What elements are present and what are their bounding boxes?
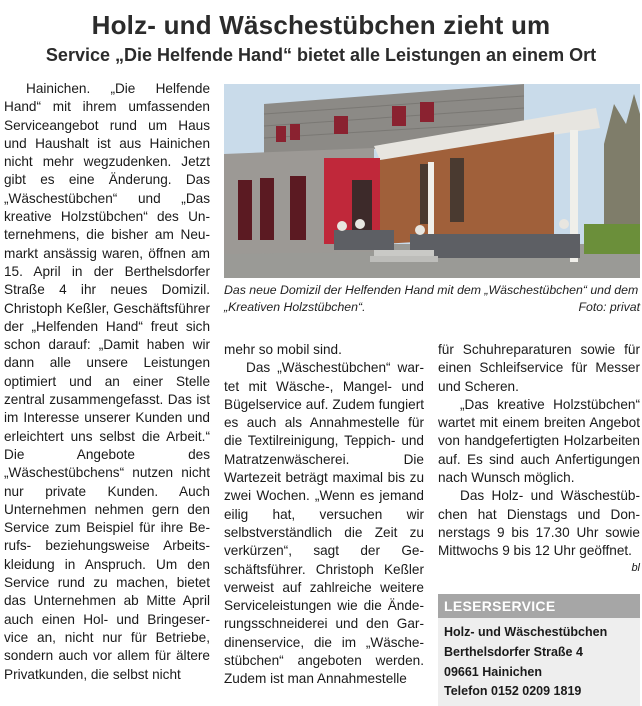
photo-credit: Foto: privat — [578, 300, 640, 314]
building-photo-image — [224, 84, 640, 278]
leserservice-contact — [438, 618, 640, 706]
leserservice-heading: LESERSERVICE — [438, 594, 640, 618]
contact-line: 09661 Hainichen — [444, 664, 542, 679]
photo-caption — [224, 282, 640, 316]
leserservice-box — [438, 594, 640, 706]
author-initials: bl — [631, 561, 640, 574]
contact-phone[interactable]: Telefon 0152 0209 1819 — [444, 684, 582, 699]
contact-line: Berthelsdorfer Straße 4 — [444, 644, 583, 659]
caption-text: Das neue Domizil der Helfenden Hand mit dem „Wäschestübchen“ und dem „Kreativen Holzstübchen“. — [224, 283, 639, 314]
article-column-1 — [4, 80, 210, 684]
article-column-2 — [224, 341, 424, 689]
contact-line: Holz- und Wäschestübchen — [444, 625, 608, 639]
subheadline: Service „Die Helfende Hand“ bietet alle Leistungen an einem Ort — [45, 45, 597, 65]
paragraph: Das „Wäschestübchen“ wartet mit Wäsche-, Mangel- und Bügelservice auf. Zudem fungiert es auch als Annahmestelle für die Textilreinigung, Teppich- und Matratzenwäscherei. Die Wartezeit beträgt maximal bis zu zwei Wochen. „Wenn es jemand eilig hat, versuchen wir selbstverständlich die Zeit zu verkürzen“, sagt der Geschäftsführer. Christoph Keßler verweist auf zahlreiche weitere Serviceleistungen wie die Änderungsschneiderei und den Gardinenservice, die im „Wäschestübchen“ angeboten werden. Zudem ist man Annahmestelle — [224, 360, 424, 687]
paragraph: Hainichen. „Die Helfende Hand“ mit ihrem umfassenden Serviceangebot rund um Haus und Haushalt ist aus Hainichen nicht mehr wegzudenken. Jetzt gibt es eine Änderung. Das „Wäschestübchen“ und „Das kreative Holzstübchen“ des Unternehmens, die bisher am Neumarkt ansässig waren, öffnen am 15. April in der Berthelsdorfer Straße 4 ihr neues Domizil. Christoph Keßler, Geschäftsführer der „Helfenden Hand“ freut sich schon darauf: „Damit haben wir dann alle unsere Leistungen optimiert und an einer Stelle zentral zusammengefasst. Das ist im Interesse unserer Kunden und erleichtert uns selbst die Arbeit.“ Die Angebote des „Wäschestübchens“ nutzen nicht nur private Kunden. Auch Unternehmen nehmen gern den Service zum Beispiel für ihre Berufs- beziehungsweise Arbeitskleidung in Anspruch. Um den Service rund zu machen, bietet das Unternehmen ab Mitte April auch einen Hol- und Bringeservice an, nicht nur für Betriebe, sondern auch vor allem für ältere Privatkunden, die selbst nicht — [4, 81, 210, 682]
building-photo — [224, 84, 640, 278]
paragraph: Das Holz- und Wäschestübchen hat Dienstags und Donnerstags 9 bis 17.30 Uhr sowie Mittwochs 9 bis 12 Uhr geöffnet. — [438, 488, 640, 559]
paragraph: „Das kreative Holzstübchen“ wartet mit einem breiten Angebot von handgefertigten Holzarbeiten auf. Es sind auch Anfertigungen nach Wunsch möglich. — [438, 396, 640, 486]
article-column-3 — [438, 341, 640, 575]
headline: Holz- und Wäschestübchen zieht um — [91, 10, 551, 40]
paragraph: mehr so mobil sind. — [224, 342, 342, 357]
paragraph: für Schuhreparaturen sowie für einen Schleifservice für Messer und Scheren. — [438, 342, 640, 394]
